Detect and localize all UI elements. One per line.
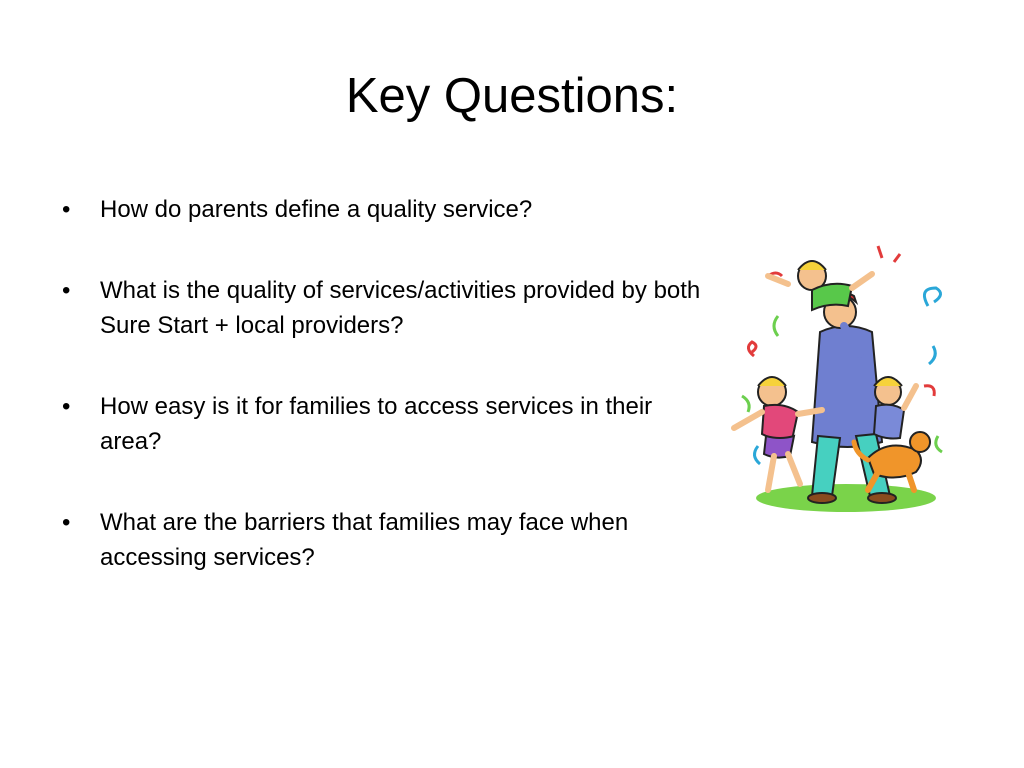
family-clipart-icon	[728, 236, 948, 522]
bullet-list	[62, 192, 702, 621]
bullet-icon: •	[62, 393, 71, 420]
bullet-icon: •	[62, 509, 71, 536]
bullet-text: What is the quality of services/activities provided by both Sure Start + local providers?	[100, 277, 701, 339]
list-item	[62, 192, 702, 227]
bullet-icon: •	[62, 277, 71, 304]
bullet-text: What are the barriers that families may face when accessing services?	[100, 509, 629, 571]
list-item	[62, 389, 702, 459]
bullet-text: How easy is it for families to access services in their area?	[100, 393, 653, 455]
bullet-icon: •	[62, 196, 71, 223]
list-item	[62, 505, 702, 575]
slide-title: Key Questions:	[345, 69, 679, 123]
list-item	[62, 273, 702, 343]
bullet-text: How do parents define a quality service?	[100, 196, 533, 223]
